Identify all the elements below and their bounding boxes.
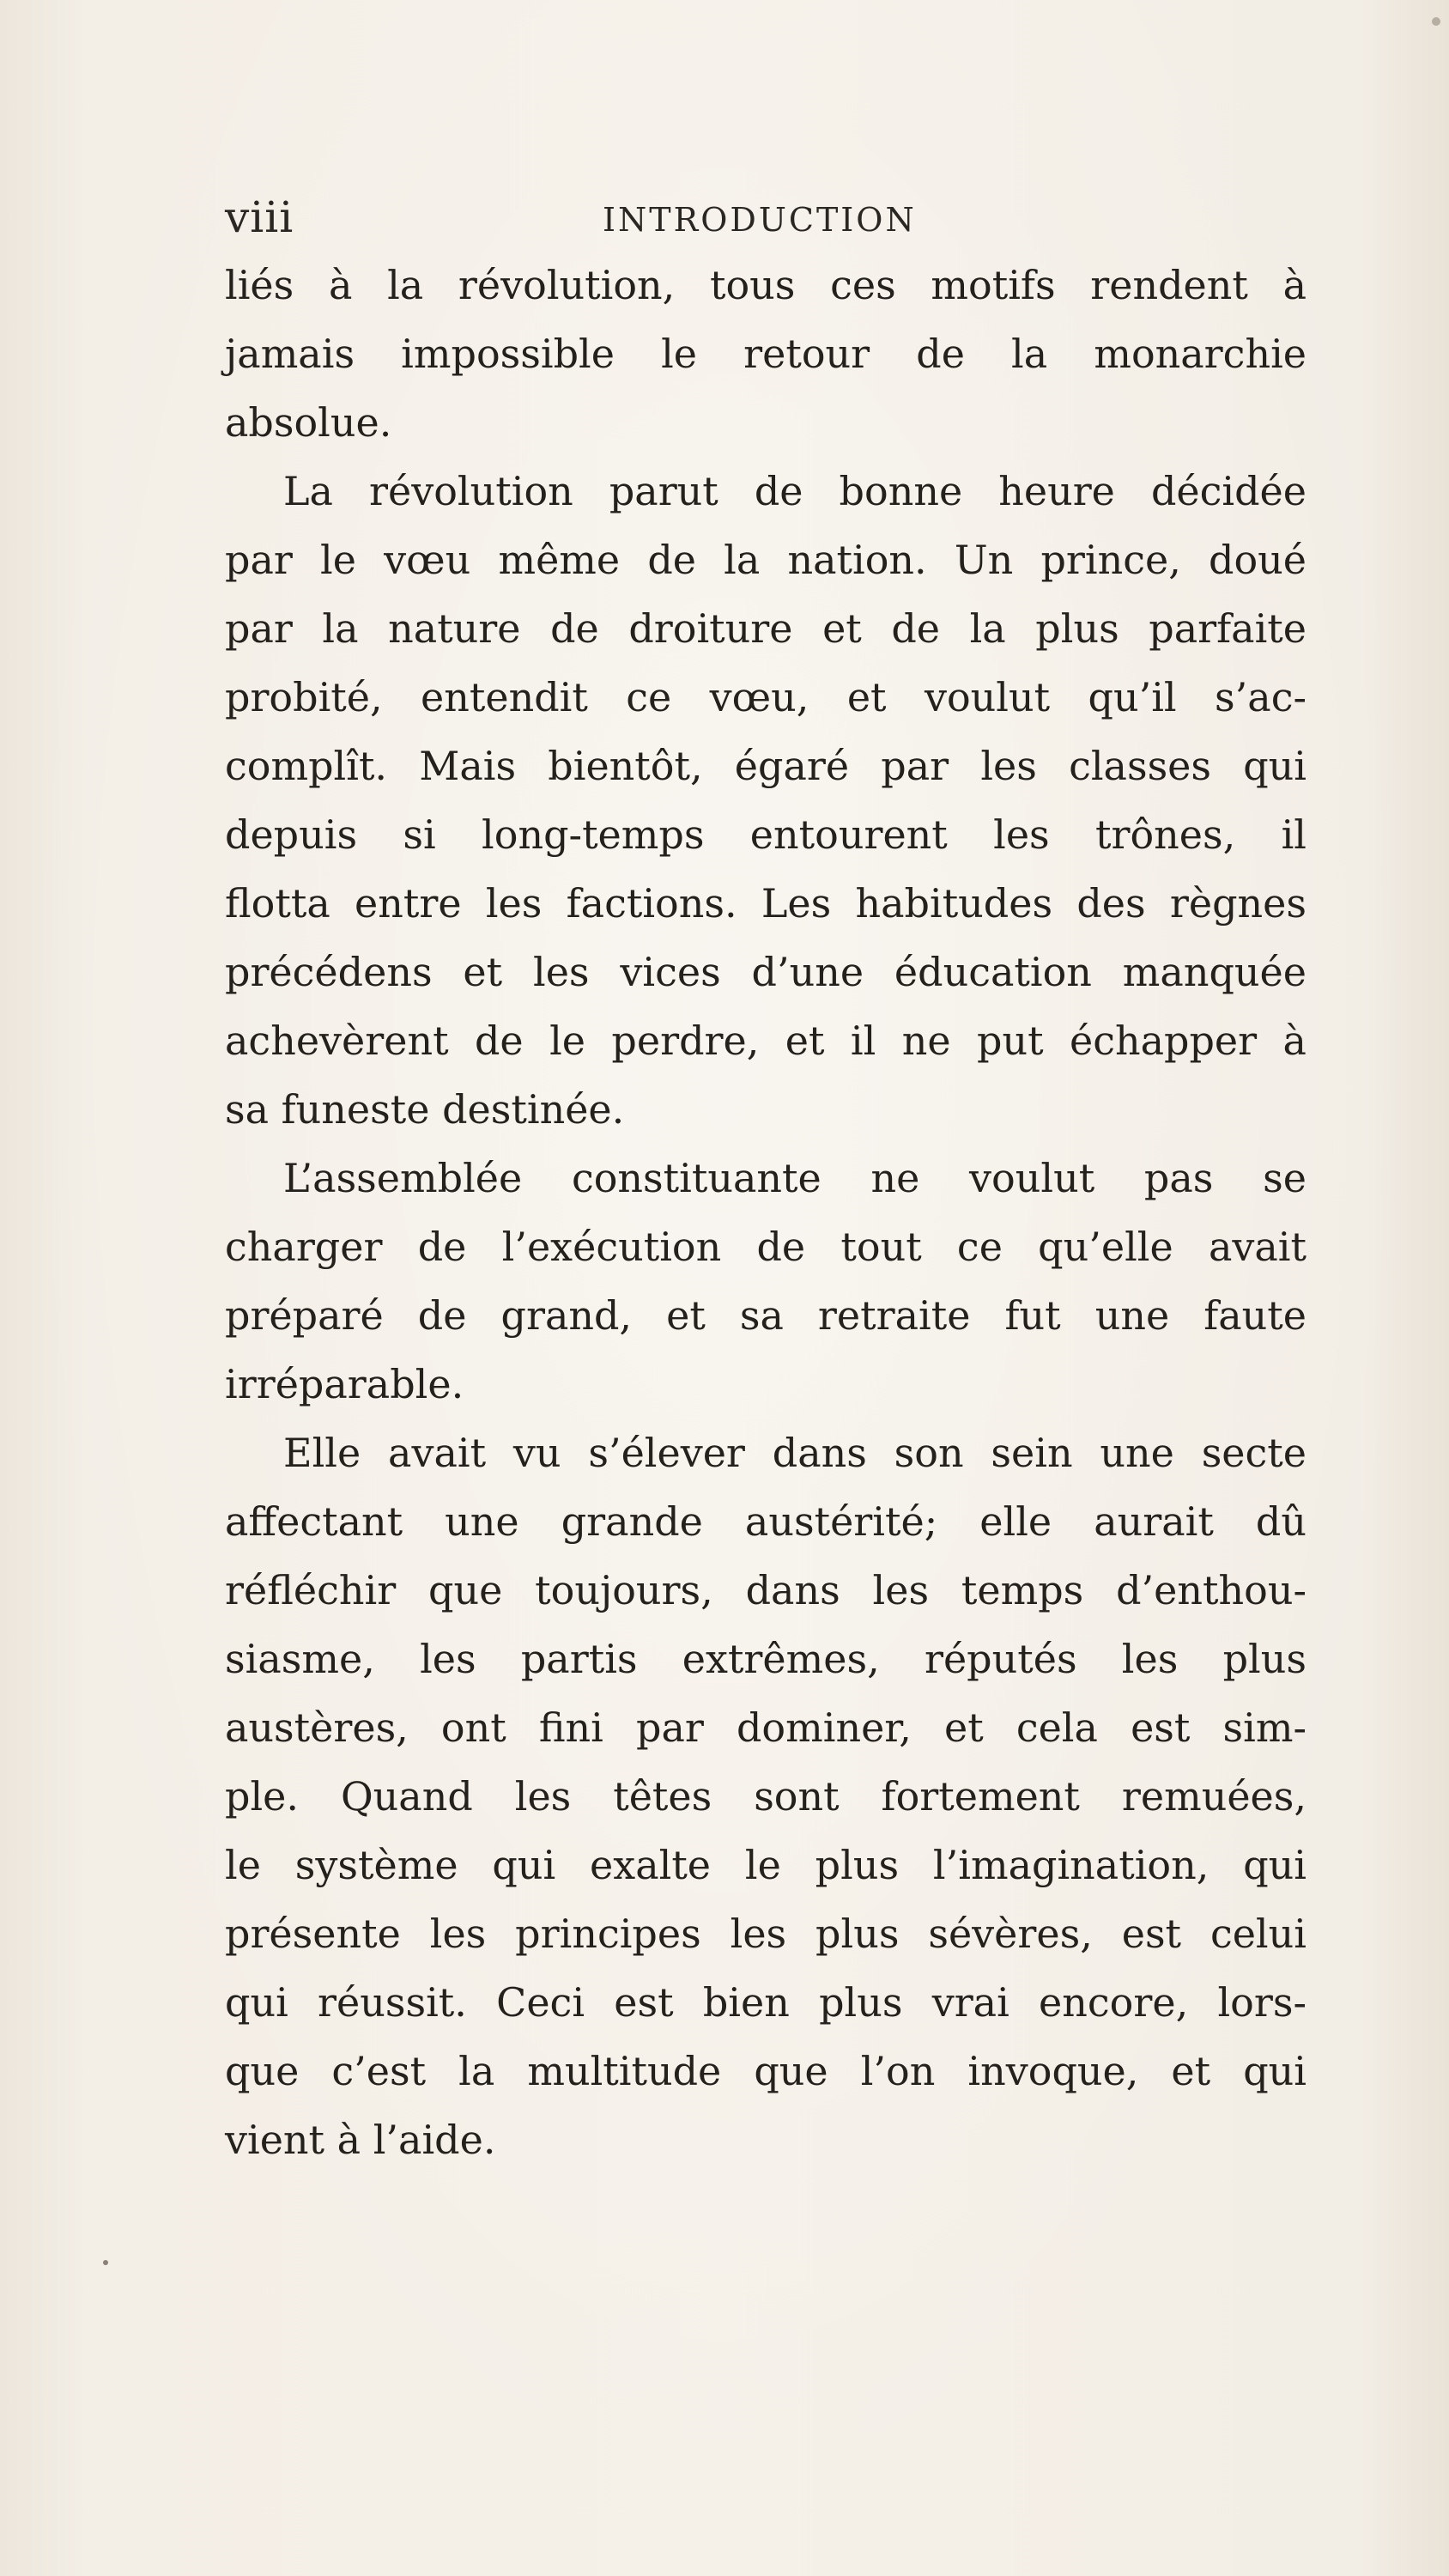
text-line: par le vœu même de la nation. Un prince, doué <box>225 537 1307 583</box>
text-line: vient à l’aide. <box>225 2117 496 2163</box>
text-line: L’assemblée constituante ne voulut pas se <box>283 1155 1307 1201</box>
text-line: sa funeste destinée. <box>225 1086 625 1133</box>
text-line: que c’est la multitude que l’on invoque, et qui <box>225 2048 1307 2094</box>
text-line: jamais impossible le retour de la monarchie <box>225 331 1307 377</box>
page-number: viii <box>225 192 294 242</box>
text-line: austères, ont fini par dominer, et cela est sim- <box>225 1704 1307 1751</box>
text-line: achevèrent de le perdre, et il ne put échapper à <box>225 1018 1307 1064</box>
body-text <box>225 251 1307 2174</box>
text-line: La révolution parut de bonne heure décidée <box>283 468 1307 514</box>
text-line: qui réussit. Ceci est bien plus vrai encore, lors- <box>225 1979 1307 2026</box>
ink-speck <box>1432 17 1440 26</box>
text-line: par la nature de droiture et de la plus parfaite <box>225 605 1307 652</box>
text-line: affectant une grande austérité; elle aurait dû <box>225 1498 1307 1545</box>
ink-speck <box>103 2260 108 2265</box>
text-line: liés à la révolution, tous ces motifs rendent à <box>225 262 1307 308</box>
text-line: absolue. <box>225 399 392 446</box>
text-line: probité, entendit ce vœu, et voulut qu’il s’ac- <box>225 674 1307 720</box>
text-line: siasme, les partis extrêmes, réputés les plus <box>225 1636 1307 1682</box>
text-line: complît. Mais bientôt, égaré par les classes qui <box>225 743 1307 789</box>
text-line: flotta entre les factions. Les habitudes des règnes <box>225 880 1307 927</box>
text-line: irréparable. <box>225 1361 464 1407</box>
text-line: Elle avait vu s’élever dans son sein une secte <box>283 1430 1307 1476</box>
running-title: INTRODUCTION <box>603 201 917 239</box>
page-header <box>225 192 1307 252</box>
text-line: précédens et les vices d’une éducation manquée <box>225 949 1307 995</box>
text-line: ple. Quand les têtes sont fortement remuées, <box>225 1773 1307 1820</box>
text-line: préparé de grand, et sa retraite fut une faute <box>225 1292 1307 1339</box>
text-line: charger de l’exécution de tout ce qu’elle avait <box>225 1224 1307 1270</box>
text-line: depuis si long-temps entourent les trônes, il <box>225 811 1307 858</box>
text-line: réfléchir que toujours, dans les temps d’enthou- <box>225 1567 1307 1613</box>
text-line: le système qui exalte le plus l’imagination, qui <box>225 1842 1307 1888</box>
text-line: présente les principes les plus sévères, est celui <box>225 1911 1307 1957</box>
